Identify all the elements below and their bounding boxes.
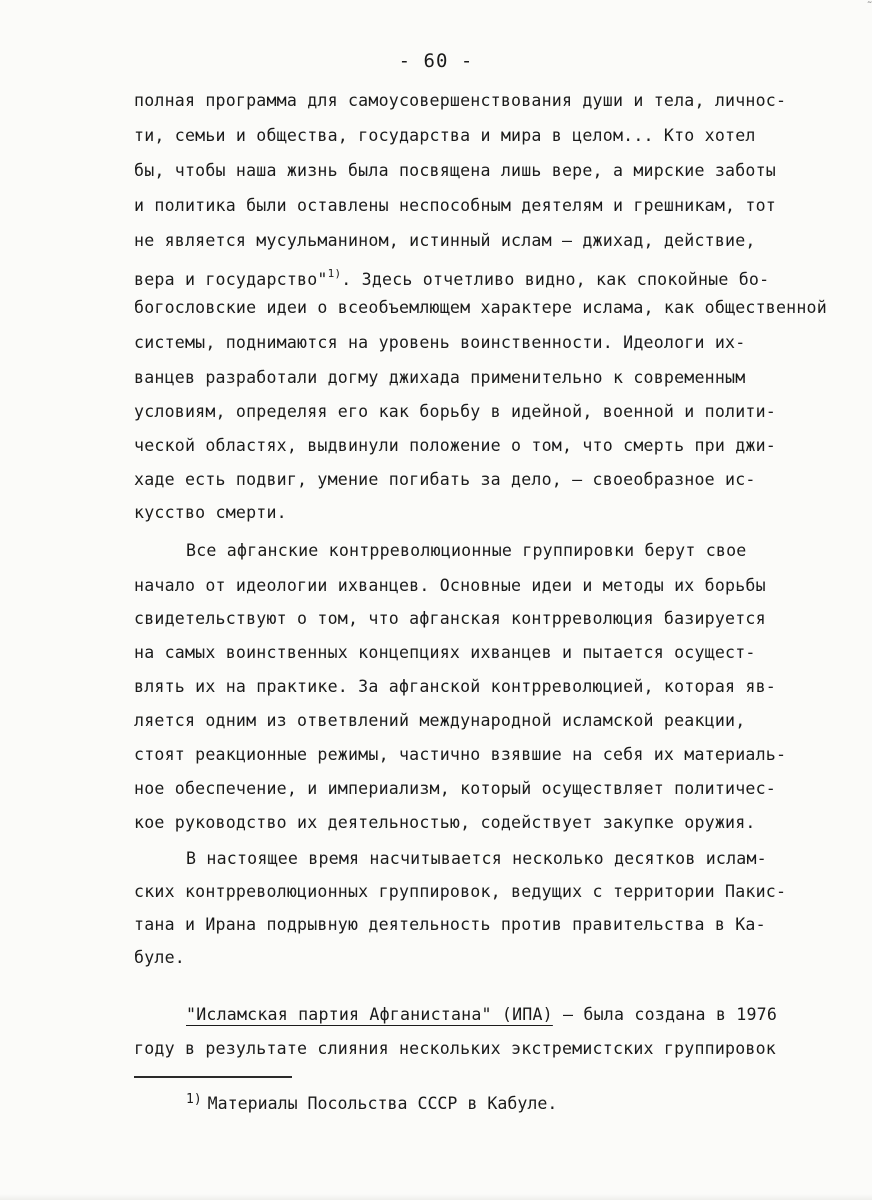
text-line: ванцев разработали догму джихада применительно к современным (134, 368, 746, 387)
text-line: влять их на практике. За афганской контрреволюцией, которая яв- (134, 677, 776, 696)
text-line: хаде есть подвиг, умение погибать за дело, – своеобразное ис- (134, 470, 756, 489)
section-heading: "Исламская партия Афганистана" (ИПА) (186, 1005, 553, 1024)
footnote (186, 1092, 557, 1113)
text-line: ти, семьи и общества, государства и мира в целом... Кто хотел (134, 126, 756, 145)
text-line: тана и Ирана подрывную деятельность против правительства в Ка- (134, 915, 766, 934)
text-line: системы, поднимаются на уровень воинственности. Идеологи их- (134, 333, 746, 352)
text-line: и политика были оставлены неспособным деятелям и грешникам, тот (134, 196, 776, 215)
text-line: стоят реакционные режимы, частично взявшие на себя их материаль- (134, 745, 787, 764)
text-line: полная программа для самоусовершенствования души и тела, личнос- (134, 91, 787, 110)
text-line: условиям, определяя его как борьбу в идейной, военной и полити- (134, 402, 776, 421)
text-line: ляется одним из ответвлений международной исламской реакции, (134, 711, 746, 730)
text-segment: вера и государство" (134, 270, 328, 289)
text-line: ских контрреволюционных группировок, ведущих с территории Пакис- (134, 882, 787, 901)
text-line: году в результате слияния нескольких экстремистских группировок (134, 1039, 776, 1058)
page-bottom-edge (0, 1194, 872, 1200)
text-line: на самых воинственных концепциях ихванцев и пытается осущест- (134, 643, 756, 662)
text-line: ное обеспечение, и империализм, который осуществляет политичес- (134, 779, 776, 798)
text-line: начало от идеологии ихванцев. Основные идеи и методы их борьбы (134, 576, 766, 595)
text-line: богословские идеи о всеобъемлющем характере ислама, как общественной (134, 298, 827, 317)
text-line: свидетельствуют о том, что афганская контрреволюция базируется (134, 609, 766, 628)
text-line: В настоящее время насчитывается несколько десятков ислам- (186, 849, 767, 868)
page-number: - 60 - (398, 50, 474, 72)
footnote-divider (134, 1076, 292, 1078)
text-line: кусство смерти. (134, 503, 287, 522)
text-line (186, 1004, 777, 1026)
text-line: бы, чтобы наша жизнь была посвящена лишь вере, а мирские заботы (134, 161, 776, 180)
text-line: не является мусульманином, истинный ислам – джихад, действие, (134, 231, 756, 250)
text-line: ческой областях, выдвинули положение о том, что смерть при джи- (134, 436, 776, 455)
text-line (134, 263, 769, 291)
footnote-text: Материалы Посольства СССР в Кабуле. (207, 1094, 558, 1113)
text-segment: – была создана в 1976 (552, 1005, 778, 1024)
footnote-reference: 1) (327, 267, 342, 280)
footnote-marker: 1) (186, 1092, 202, 1107)
text-line: кое руководство их деятельностью, содействует закупке оружия. (134, 813, 756, 832)
text-line: Все афганские контрреволюционные группировки берут свое (186, 541, 747, 560)
text-line: буле. (134, 948, 185, 967)
text-segment: . Здесь отчетливо видно, как спокойные бо- (341, 270, 770, 289)
